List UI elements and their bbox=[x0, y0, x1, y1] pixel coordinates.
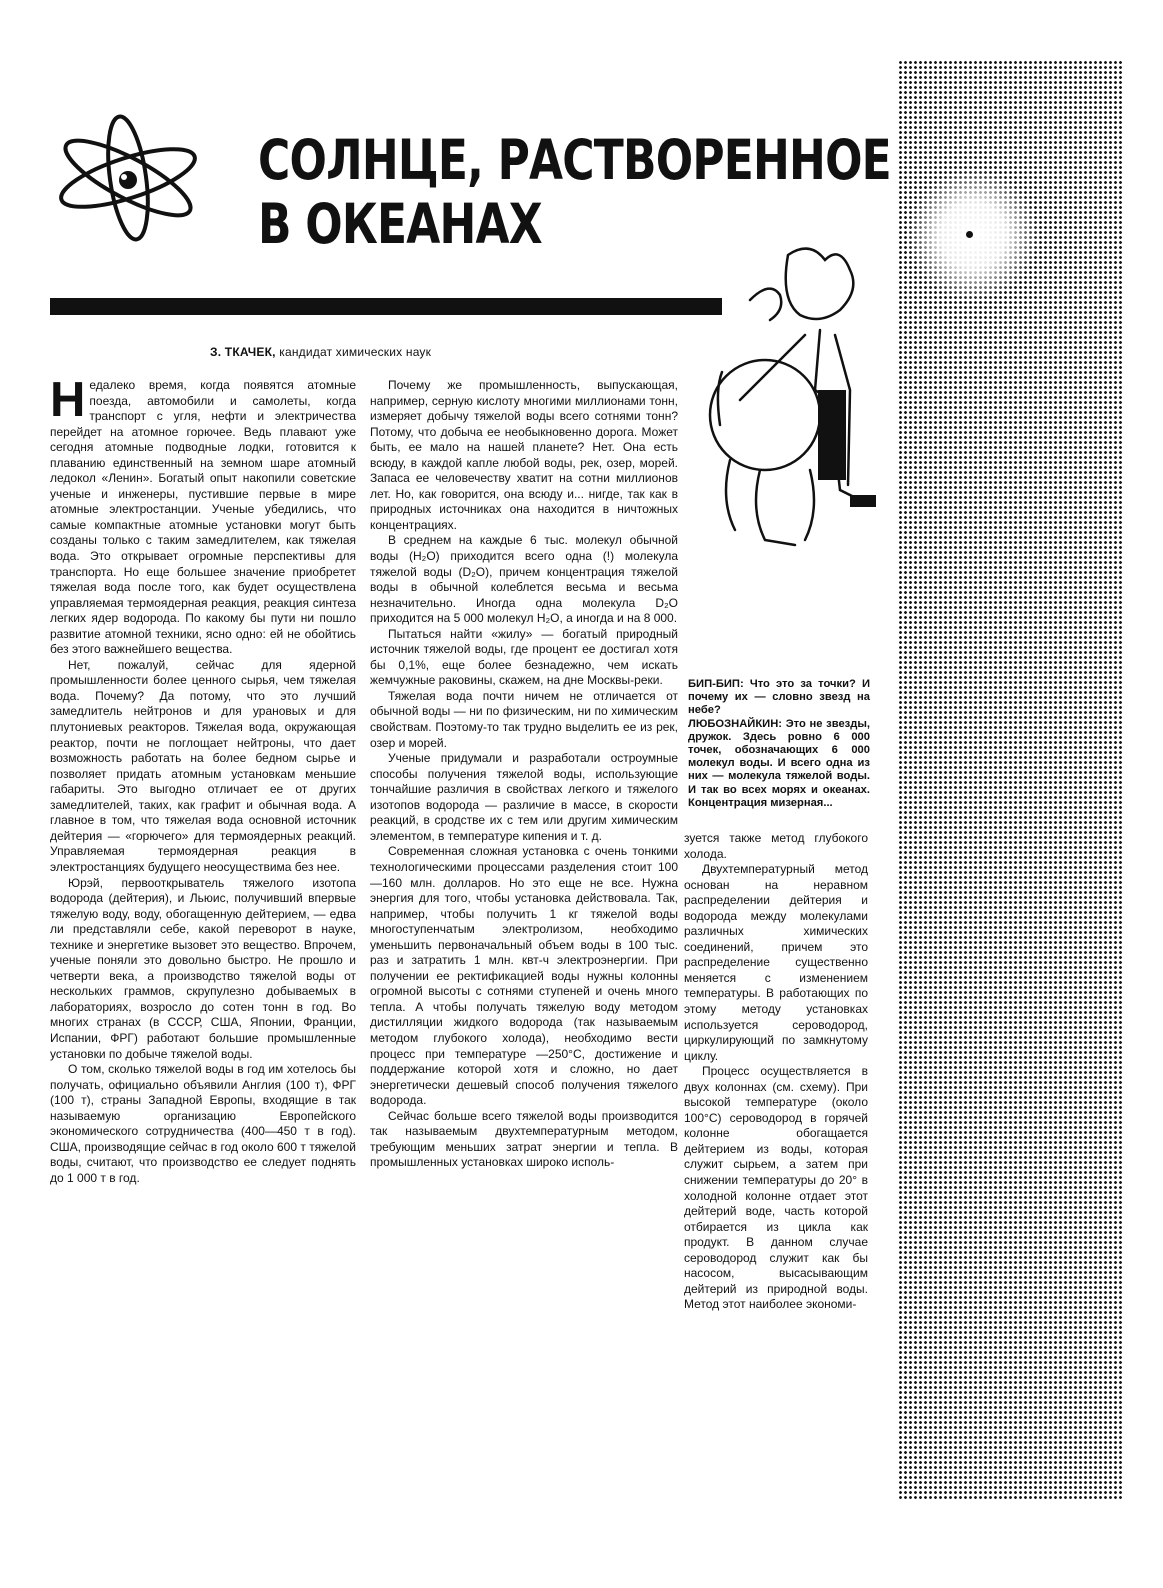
atom-icon bbox=[50, 108, 230, 258]
paragraph: Сейчас больше всего тяжелой воды производится так называемым двухтемпературным методом, требующим меньших затрат энергии и тепла. В промышленных установках широко исполь- bbox=[370, 1108, 678, 1170]
title-line-1: СОЛНЦЕ, РАСТВОРЕННОЕ bbox=[258, 128, 891, 192]
byline bbox=[210, 345, 610, 359]
text-column-2 bbox=[370, 378, 678, 1171]
paragraph bbox=[50, 373, 356, 658]
cartoon-characters-drawing bbox=[700, 240, 900, 570]
illustration-caption bbox=[688, 678, 870, 810]
paragraph: Юрэй, первооткрыватель тяжелого изотопа водорода (дейтерия), и Льюис, получивший впервые тяжелую воду, воду, обогащенную дейтерием, — едва ли представляли себе, какой переворот в науке, технике и энергетике вызовет это вещество. Впрочем, ученые поняли это довольно быстро. Не прошло и четверти века, а производство тяжелой воды от нескольких граммов, скрупулезно добываемых в лабораториях, возросло до сотен тонн в год. Во многих странах (в СССР, США, Японии, Франции, Испании, ФРГ) работают большие промышленные установки по добыче тяжелой воды. bbox=[50, 875, 356, 1061]
paragraph: зуется также метод глубокого холода. bbox=[684, 831, 868, 861]
article-title bbox=[258, 128, 891, 256]
caption-text-1: Что это за точки? И почему их — словно звезд на небе? bbox=[688, 678, 870, 717]
paragraph: Процесс осуществляется в двух колоннах (см. схему). При высокой температуре (около 100°С) сероводород в горячей колонне обогащается дейтерием из воды, которая служит сырьем, а затем при снижении температуры до 20° в холодной колонне отдает этот дейтерий воде, часть которой отбирается из цикла как продукт. В данном случае сероводород служит как бы насосом, высасывающим дейтерий из природной воды. Метод этот наиболее экономи- bbox=[684, 1064, 868, 1312]
paragraph: Нет, пожалуй, сейчас для ядерной промышленности более ценного сырья, чем тяжелая вода. Почему? Да потому, что это лучший замедлитель нейтронов и для урановых и для плутониевых реакторов. Тяжелая вода, окружающая реактор, почти не поглощает нейтроны, что дает возможность работать на более бедном сырье и позволяет придать атомным установкам меньшие габариты. Это выгодно отличает ее от других замедлителей, таких, как графит и обычная вода. А главное в том, что тяжелая вода основной источник дейтерия — «горючего» для термоядерных реакций. Управляемая термоядерная реакция в электростанциях будущего неосуществима без нее. bbox=[50, 657, 356, 874]
paragraph: Почему же промышленность, выпускающая, например, серную кислоту многими миллионами тонн, измеряет добычу тяжелой воды всего сотнями тонн? Потому, что добыча ее необыкновенно дорога. Может быть, ее мало на нашей планете? Нет. Она есть всюду, в каждой капле любой воды, рек, озер, морей. Запаса ее человечеству хватит на сотни миллионов лет. Но, как говорится, она всюду и... нигде, так как в природных источниках она находится в ничтожных концентрациях. bbox=[370, 378, 678, 532]
caption-text-2: Это не звезды, дружок. Здесь ровно 6 000 точек, обозначающих 6 000 молекул воды. И всего одна из них — молекула тяжелой воды. И так во всех морях и океанах. Концентрация мизерная... bbox=[688, 717, 870, 809]
drop-cap: Н bbox=[50, 373, 86, 427]
paragraph-text: едалеко время, когда появятся атомные поезда, автомобили и самолеты, когда транспорт с угля, нефти и электричества перейдет на атомное горючее. Ведь плавают уже сегодня атомные подводные лодки, готовится к плаванию единственный на земном шаре атомный ледокол «Ленин». Богатый опыт накопили советские ученые и инженеры, пустившие первые в мире атомные электростанции. Ученые убедились, что самые компактные атомные установки могут быть созданы только с таким замедлителем, как тяжелая вода. Это открывает огромные перспективы для транспорта. Но еще большее значение приобретет тяжелая вода после того, как будет осуществлена управляемая термоядерная реакция, реакция синтеза легких ядер водорода. По какому бы пути ни пошло развитие атомной техники, ясно одно: ей не обойтись без этого важнейшего вещества. bbox=[50, 378, 356, 657]
author-title: кандидат химических наук bbox=[279, 345, 432, 359]
paragraph: Ученые придумали и разработали остроумные способы получения тяжелой воды, использующие тончайшие различия в свойствах легкого и тяжелого изотопов водорода — различие в массе, в скорости реакций, в сродстве их с тем или другим химическим элементом, в температуре кипения и т. д. bbox=[370, 751, 678, 843]
paragraph: Тяжелая вода почти ничем не отличается от обычной воды — ни по физическим, ни по химическим свойствам. Поэтому-то так трудно выделить ее из рек, озер и морей. bbox=[370, 688, 678, 750]
author-name: З. ТКАЧЕК, bbox=[210, 345, 276, 359]
text-column-3 bbox=[684, 831, 868, 1313]
text-column-1 bbox=[50, 373, 356, 1186]
caption-speaker-2: ЛЮБОЗНАЙКИН: bbox=[688, 717, 783, 730]
title-line-2: В ОКЕАНАХ bbox=[258, 192, 542, 256]
paragraph: В среднем на каждые 6 тыс. молекул обычной воды (H₂O) приходится всего одна (!) молекула тяжелой воды (D₂O), причем концентрация тяжелой воды в обычной колеблется весьма и весьма незначительно. Иногда одна молекула D₂O приходится на 5 000 молекул H₂O, а иногда и на 8 000. bbox=[370, 533, 678, 626]
paragraph: Пытаться найти «жилу» — богатый природный источник тяжелой воды, где процент ее достигал хотя бы 0,1%, еще более безнадежно, чем искать жемчужные раковины, скажем, на дне Москвы-реки. bbox=[370, 626, 678, 688]
highlight-glow bbox=[908, 170, 1038, 300]
title-rule bbox=[50, 298, 722, 315]
paragraph: Современная сложная установка с очень тонкими технологическими процессами разделения стоит 100—160 млн. долларов. Но это еще не все. Нужна энергия для того, чтобы установка действовала. Так, например, чтобы получить 1 кг тяжелой воды многоступенчатым электролизом, необходимо уменьшить первоначальный объем воды в 100 тыс. раз и затратить 1 млн. квт-ч электроэнергии. При получении ее ректификацией воды нужны колонны огромной высоты с сотнями ступеней и очень много тепла. А чтобы получать тяжелую воду методом дистилляции жидкого водорода (так называемым методом глубокого холода), необходимо вести процесс при температуре —250°С, достижение и поддержание которой хотя и сложно, но дает энергетически дешевый способ получения тяжелого водорода. bbox=[370, 844, 678, 1108]
paragraph: О том, сколько тяжелой воды в год им хотелось бы получать, официально объявили Англия (100 т), ФРГ (100 т), страны Западной Европы, входящие в так называемую организацию Европейского экономического сотрудничества (400—450 т в год). США, производящие сейчас в год около 600 т тяжелой воды, считают, что производство ее следует поднять до 1 000 т в год. bbox=[50, 1062, 356, 1185]
caption-speaker-1: БИП-БИП: bbox=[688, 678, 744, 690]
heavy-water-molecule-dot bbox=[966, 231, 973, 238]
paragraph: Двухтемпературный метод основан на неравном распределении дейтерия и водорода между молекулами различных химических соединений, причем это распределение существенно меняется с изменением температуры. В работающих по этому методу установках используется сероводород, циркулирующий по замкнутому циклу. bbox=[684, 862, 868, 1063]
